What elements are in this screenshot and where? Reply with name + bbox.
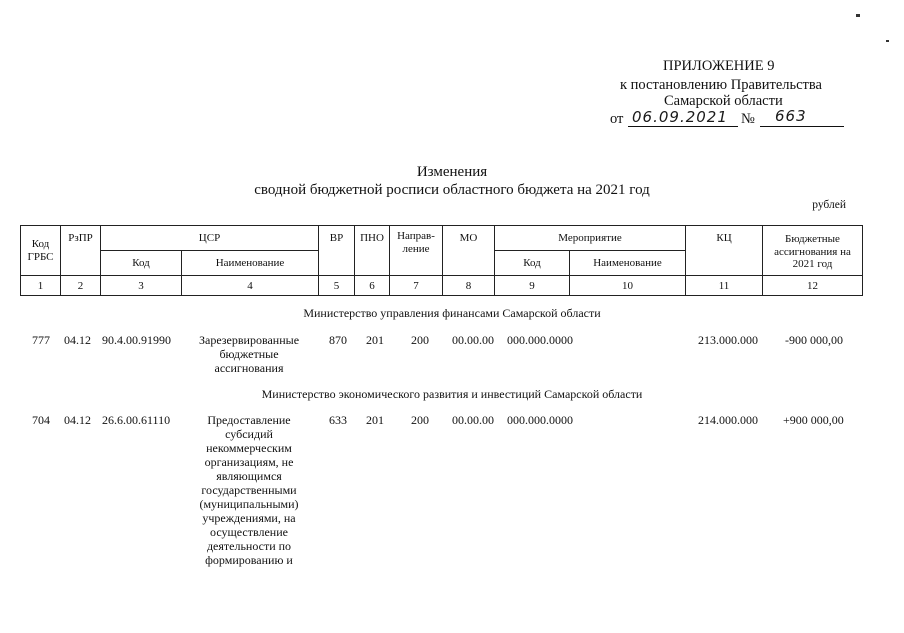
row-rzpr: 04.12 [64,413,91,427]
header-mer-name: Наименование [570,251,686,276]
header-kod-grbs: Код ГРБС [21,226,61,276]
row-napravlenie: 200 [411,413,429,427]
handwritten-number: 663 [775,107,807,125]
row-vr: 633 [329,413,347,427]
column-number: 11 [686,276,763,296]
header-csr-name: Наименование [182,251,319,276]
header-rzpr: РзПР [61,226,101,276]
row-grbs: 704 [32,413,50,427]
header-csr-code: Код [101,251,182,276]
date-underline [628,126,738,127]
row-mer-code: 000.000.0000 [507,333,573,347]
row-csr-code: 26.6.00.61110 [102,413,171,427]
row-csr-name: Зарезервированные бюджетные ассигнования [198,333,300,375]
units-label: рублей [812,199,846,211]
section-title-finance-ministry: Министерство управления финансами Самарской области [303,306,601,320]
column-number: 2 [61,276,101,296]
column-number: 7 [390,276,443,296]
row-napravlenie: 200 [411,333,429,347]
column-number: 8 [443,276,495,296]
scan-speck [886,40,889,42]
header-budget: Бюджетные ассигнования на 2021 год [763,226,863,276]
column-number: 5 [319,276,355,296]
header-csr: ЦСР [101,226,319,251]
header-mo: МО [443,226,495,276]
row-pno: 201 [366,413,384,427]
header-pno: ПНО [355,226,390,276]
row-grbs: 777 [32,333,50,347]
row-kc: 213.000.000 [698,333,758,347]
row-rzpr: 04.12 [64,333,91,347]
header-napravlenie: Направ-ление [390,226,443,276]
header-kc: КЦ [686,226,763,276]
column-number: 10 [570,276,686,296]
row-pno: 201 [366,333,384,347]
column-number: 9 [495,276,570,296]
column-number: 12 [763,276,863,296]
row-amount: +900 000,00 [783,413,844,427]
header-meropriyatie: Мероприятие [495,226,686,251]
column-number: 4 [182,276,319,296]
column-number: 6 [355,276,390,296]
row-amount: -900 000,00 [785,333,843,347]
row-csr-code: 90.4.00.91990 [102,333,171,347]
appendix-number-label: № [741,111,755,127]
section-title-economy-ministry: Министерство экономического развития и инвестиций Самарской области [261,387,643,401]
appendix-decree-line: к постановлению Правительства [620,77,822,93]
header-vr: ВР [319,226,355,276]
appendix-title: ПРИЛОЖЕНИЕ 9 [663,58,775,74]
header-mer-code: Код [495,251,570,276]
row-mo: 00.00.00 [452,333,494,347]
row-mo: 00.00.00 [452,413,494,427]
scan-speck [856,14,860,17]
column-number: 3 [101,276,182,296]
appendix-from-label: от [610,111,624,127]
document-title: Изменения [416,164,488,180]
row-mer-code: 000.000.0000 [507,413,573,427]
budget-header-table [20,225,863,296]
document-subtitle: сводной бюджетной росписи областного бюджета на 2021 год [254,182,650,198]
row-kc: 214.000.000 [698,413,758,427]
column-number: 1 [21,276,61,296]
row-vr: 870 [329,333,347,347]
row-csr-name: Предоставление субсидий некоммерческим организациям, не являющимся государственными (муниципальными) учреждениями, на осуществление деятельности по формированию и [199,413,299,567]
appendix-region-line: Самарской области [664,93,783,109]
handwritten-date: 06.09.2021 [632,108,728,126]
number-underline [760,126,844,127]
